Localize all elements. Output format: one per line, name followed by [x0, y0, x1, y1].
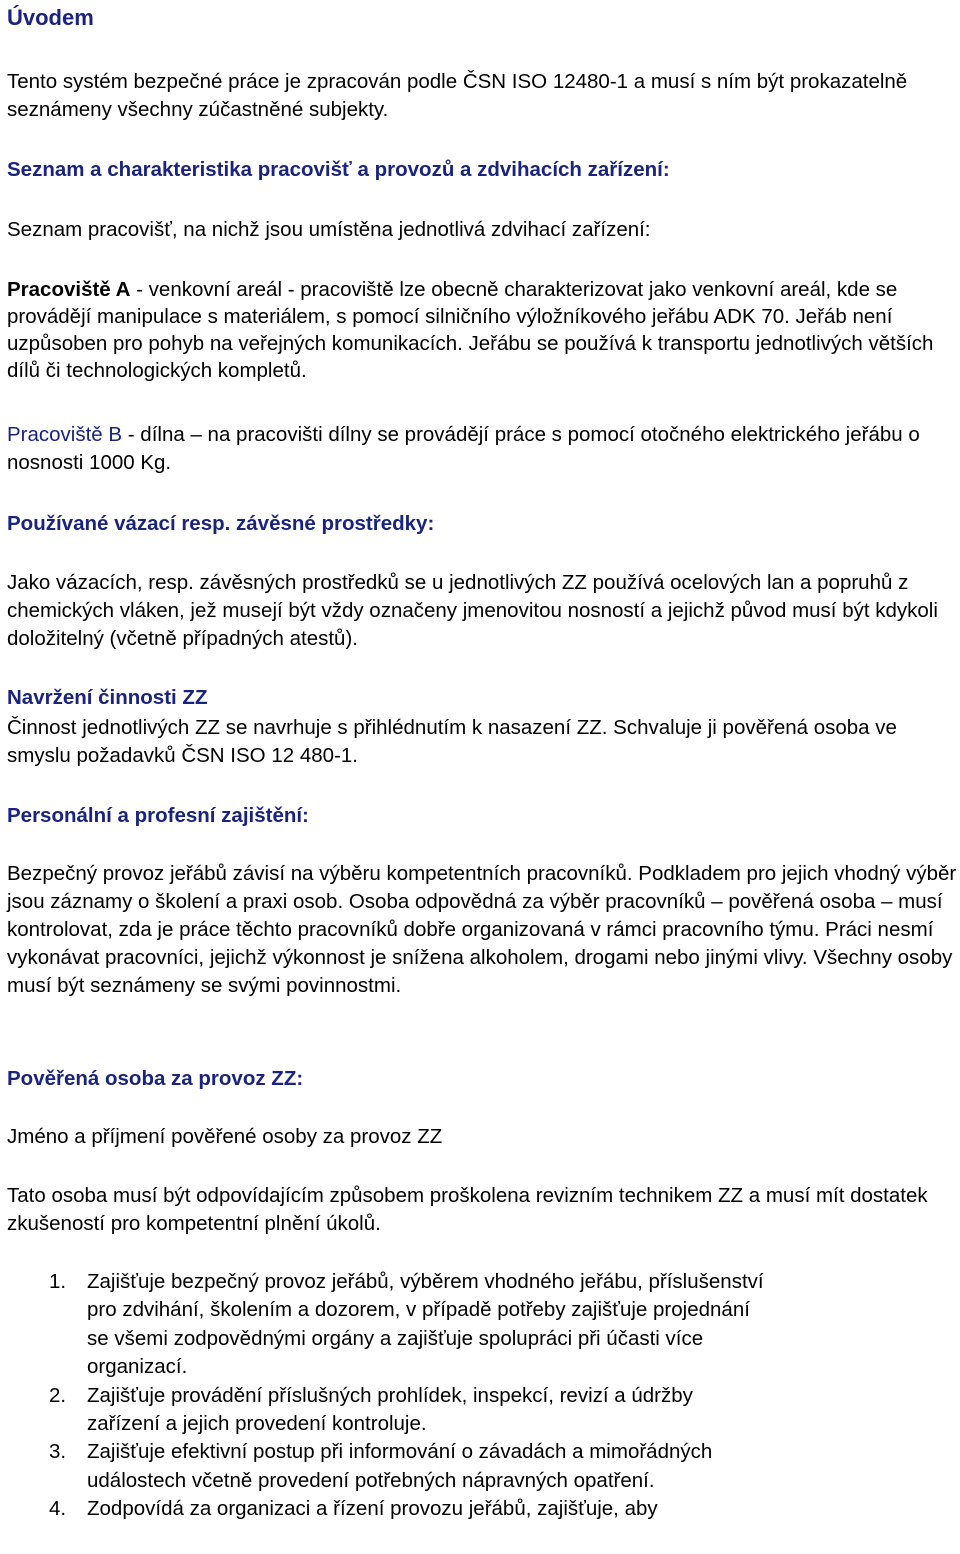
list-item-text: Zodpovídá za organizaci a řízení provozu jeřábů, zajišťuje, aby — [87, 1497, 658, 1521]
list-item-text: Zajišťuje provádění příslušných prohlídek, inspekcí, revizí a údržby zařízení a jejich provedení kontroluje. — [87, 1383, 693, 1436]
list-item-number: 1. — [49, 1270, 67, 1293]
personal-paragraph: Bezpečný provoz jeřábů závisí na výběru kompetentních pracovníků. Podkladem pro jejich vhodný výběr jsou záznamy o školení a praxi osob. Osoba odpovědná za výběr pracovníků – pověřená osoba – musí kontrolovat, zda je práce těchto pracovníků dobře organizovaná v rámci pracovního týmu. Práci nesmí vykonávat pracovníci, jejichž výkonnost je snížena alkoholem, drogami nebo jinými vlivy. Všechny osoby musí být seznámeny se svými povinnostmi. — [7, 862, 957, 997]
list-item — [7, 1382, 767, 1439]
intro-heading: Úvodem — [7, 5, 94, 30]
jmeno-paragraph: Jméno a příjmení pověřené osoby za provoz ZZ — [7, 1125, 443, 1148]
seznam-paragraph: Seznam pracovišť, na nichž jsou umístěna jednotlivá zdvihací zařízení: — [7, 218, 651, 241]
pracoviste-a-paragraph — [7, 276, 957, 384]
list-item-text: Zajišťuje efektivní postup při informování o závadách a mimořádných událostech včetně provedení potřebných nápravných opatření. — [87, 1440, 713, 1492]
list-item — [7, 1268, 767, 1382]
personal-heading: Personální a profesní zajištění: — [7, 804, 309, 827]
pracoviste-a-label: Pracoviště A — [7, 278, 131, 301]
navrzeni-heading: Navržení činnosti ZZ — [7, 686, 208, 709]
pracoviste-a-text: - venkovní areál - pracoviště lze obecně charakterizovat jako venkovní areál, kde se provádějí manipulace s materiálem, s pomocí silničního výložníkového jeřábu ADK 70. Jeřáb není uzpůsoben pro pohyb na veřejných komunikacích. Jeřábu se používá k transportu jednotlivých větších dílů či technologických kompletů. — [7, 278, 934, 382]
list-item-number: 4. — [49, 1497, 67, 1521]
list-item — [7, 1438, 717, 1495]
list-item-text: Zajišťuje bezpečný provoz jeřábů, výběrem vhodného jeřábu, příslušenství pro zdvihání, školením a dozorem, v případě potřeby zajišťuje projednání se všemi zodpovědnými orgány a zajišťuje spolupráci při účasti více organizací. — [87, 1270, 764, 1379]
pracoviste-b-label: Pracoviště B — [7, 423, 123, 446]
list-item-number: 3. — [49, 1440, 67, 1464]
pracoviste-b-text: - dílna – na pracovišti dílny se provádějí práce s pomocí otočného elektrického jeřábu o nosnosti 1000 Kg. — [7, 423, 920, 474]
responsibilities-list — [7, 1268, 957, 1524]
list-item-number: 2. — [49, 1383, 67, 1407]
tato-osoba-paragraph: Tato osoba musí být odpovídajícím způsobem proškolena revizním technikem ZZ a musí mít dostatek zkušeností pro kompetentní plnění úkolů. — [7, 1184, 928, 1235]
poverena-heading: Pověřená osoba za provoz ZZ: — [7, 1067, 304, 1090]
navrzeni-paragraph: Činnost jednotlivých ZZ se navrhuje s přihlédnutím k nasazení ZZ. Schvaluje ji pověřená osoba ve smyslu požadavků ČSN ISO 12 480-1. — [7, 716, 897, 767]
list-item — [7, 1495, 887, 1523]
seznam-heading: Seznam a charakteristika pracovišť a provozů a zdvihacích zařízení: — [7, 158, 670, 181]
vazaci-heading: Používané vázací resp. závěsné prostředky: — [7, 512, 435, 535]
intro-paragraph: Tento systém bezpečné práce je zpracován podle ČSN ISO 12480-1 a musí s ním být prokazatelně seznámeny všechny zúčastněné subjekty. — [7, 70, 908, 121]
vazaci-paragraph: Jako vázacích, resp. závěsných prostředků se u jednotlivých ZZ používá ocelových lan a popruhů z chemických vláken, jež musejí být vždy označeny jmenovitou nosností a jejichž původ musí být kdykoli doložitelný (včetně případných atestů). — [7, 571, 938, 650]
pracoviste-b-paragraph — [7, 421, 957, 477]
